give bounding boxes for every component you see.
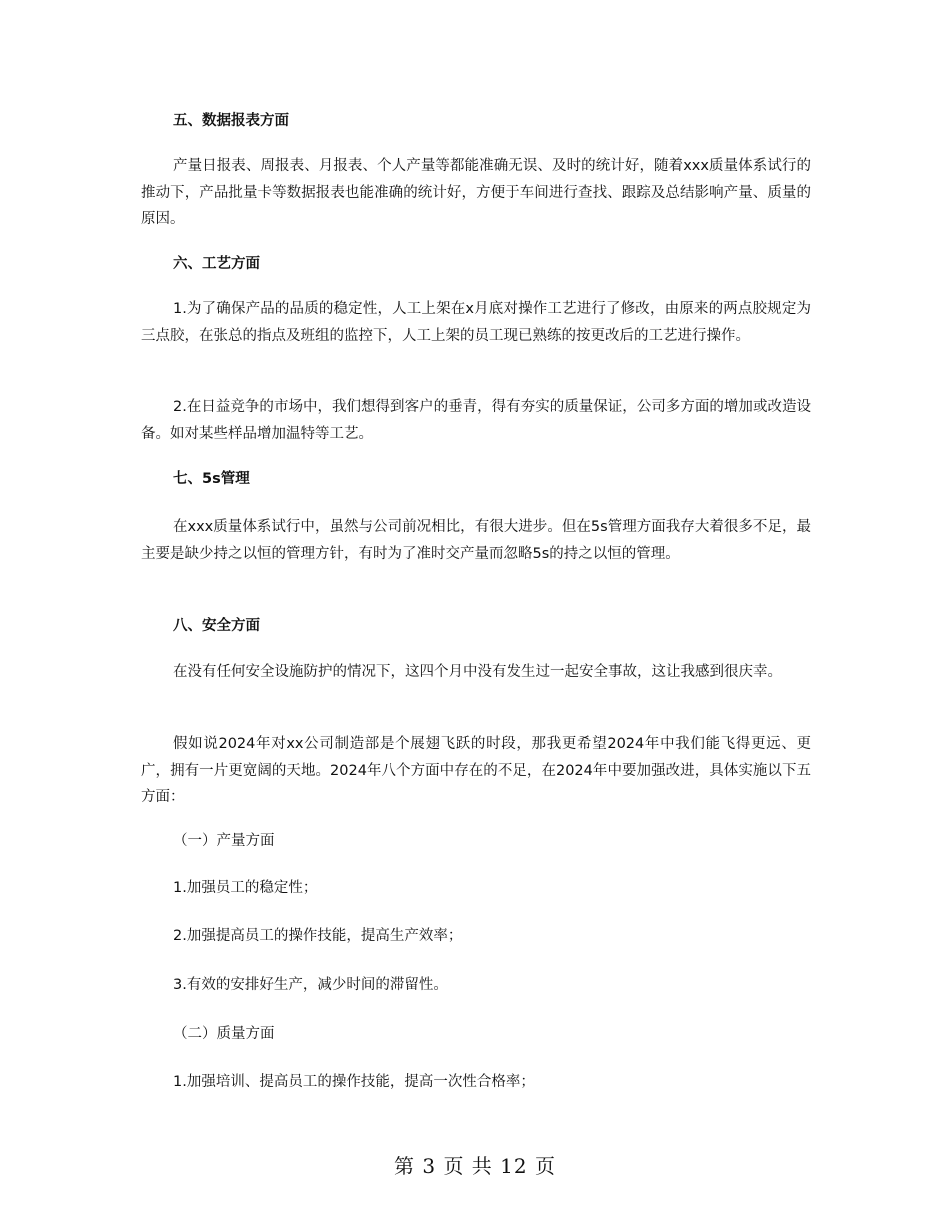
- paragraph-process-1: 1.为了确保产品的品质的稳定性，人工上架在x月底对操作工艺进行了修改，由原来的两点胶规定为三点胶，在张总的指点及班组的监控下，人工上架的员工现已熟练的按更改后的工艺进行操作。: [141, 301, 811, 344]
- paragraph-safety: 在没有任何安全设施防护的情况下，这四个月中没有发生过一起安全事故，这让我感到很庆幸。: [173, 664, 782, 680]
- section-heading-safety: 八、安全方面: [173, 618, 260, 634]
- list-item: 1.加强员工的稳定性；: [173, 880, 318, 896]
- list-item: 3.有效的安排好生产，减少时间的滞留性。: [173, 977, 448, 993]
- subsection-quality: （二）质量方面: [173, 1026, 275, 1042]
- subsection-output: （一）产量方面: [173, 833, 275, 849]
- paragraph-5s: 在xxx质量体系试行中，虽然与公司前况相比，有很大进步。但在5s管理方面我存大着很多不足，最主要是缺少持之以恒的管理方针，有时为了准时交产量而忽略5s的持之以恒的管理。: [141, 519, 811, 562]
- list-item: 2.加强提高员工的操作技能，提高生产效率；: [173, 928, 463, 944]
- section-heading-data-reports: 五、数据报表方面: [173, 113, 289, 129]
- paragraph-plan-intro: 假如说2024年对xx公司制造部是个展翅飞跃的时段，那我更希望2024年中我们能飞得更远、更广，拥有一片更宽阔的天地。2024年八个方面中存在的不足，在2024年中要加强改进，具体实施以下五方面：: [141, 736, 811, 805]
- section-heading-5s: 七、5s管理: [173, 471, 250, 487]
- list-item: 1.加强培训、提高员工的操作技能，提高一次性合格率；: [173, 1074, 535, 1090]
- section-heading-process: 六、工艺方面: [173, 256, 260, 272]
- page-number-footer: 第 3 页 共 12 页: [394, 1154, 556, 1178]
- paragraph-process-2: 2.在日益竞争的市场中，我们想得到客户的垂青，得有夯实的质量保证，公司多方面的增加或改造设备。如对某些样品增加温特等工艺。: [141, 399, 811, 442]
- paragraph-data-reports: 产量日报表、周报表、月报表、个人产量等都能准确无误、及时的统计好，随着xxx质量体系试行的推动下，产品批量卡等数据报表也能准确的统计好，方便于车间进行查找、跟踪及总结影响产量、质量的原因。: [141, 158, 811, 227]
